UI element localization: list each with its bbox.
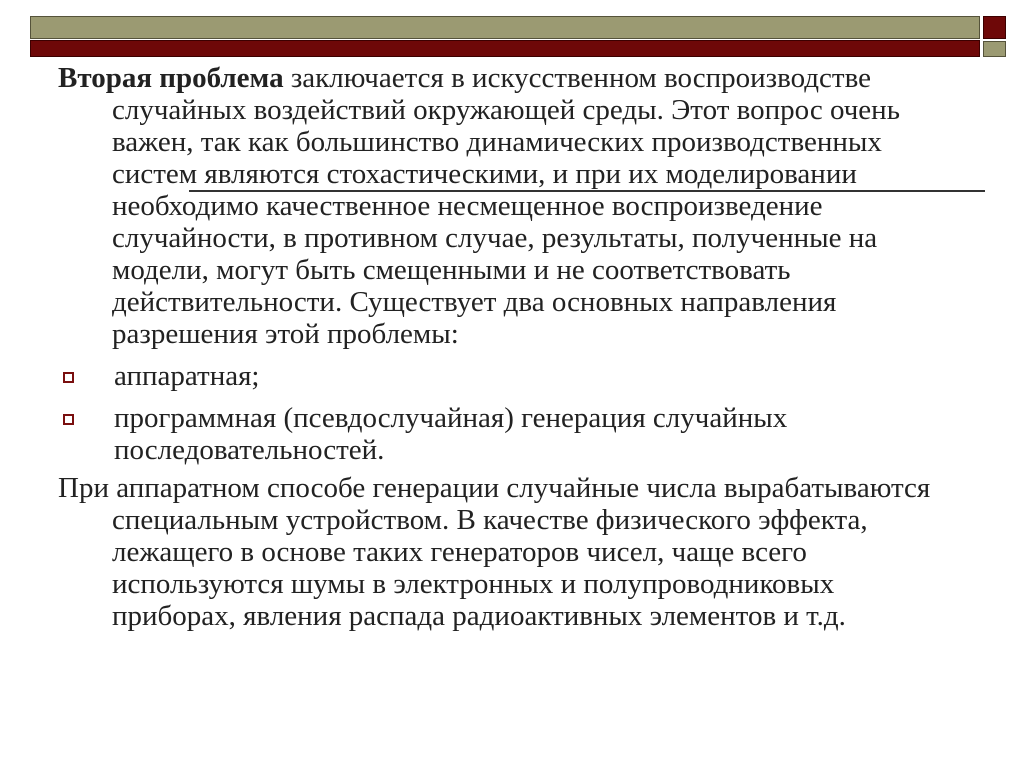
paragraph-intro-text: заключается в искусственном воспроизводстве случайных воздействий окружающей среды. Этот вопрос очень важен, так как большинство динамических производственных систем являются стохастическими, и при их моделировании необходимо качественное несмещенное воспроизведение случайности, в противном случае, результаты, полученные на модели, могут быть смещенными и не соответствовать действительности. Существует два основных направления разрешения этой проблемы: — [112, 62, 900, 350]
slide-body — [58, 62, 958, 632]
bullet-item-software — [58, 402, 958, 466]
paragraph-intro-lead: Вторая проблема — [58, 62, 284, 94]
bullet-text: аппаратная; — [114, 360, 260, 392]
corner-olive-square — [983, 41, 1006, 57]
bullet-item-hardware — [58, 360, 958, 392]
corner-maroon-square — [983, 16, 1006, 39]
header-band — [30, 16, 980, 57]
paragraph-intro — [58, 62, 958, 350]
bullet-text: программная (псевдослучайная) генерация случайных последовательностей. — [114, 402, 788, 466]
hollow-square-icon — [63, 414, 74, 425]
header-maroon-bar — [30, 40, 980, 57]
paragraph-hardware-method: При аппаратном способе генерации случайные числа вырабатываются специальным устройством. В качестве физического эффекта, лежащего в основе таких генераторов чисел, чаще всего используются шумы в электронных и полупроводниковых приборах, явления распада радиоактивных элементов и т.д. — [58, 472, 931, 632]
header-olive-bar — [30, 16, 980, 39]
hollow-square-icon — [63, 372, 74, 383]
